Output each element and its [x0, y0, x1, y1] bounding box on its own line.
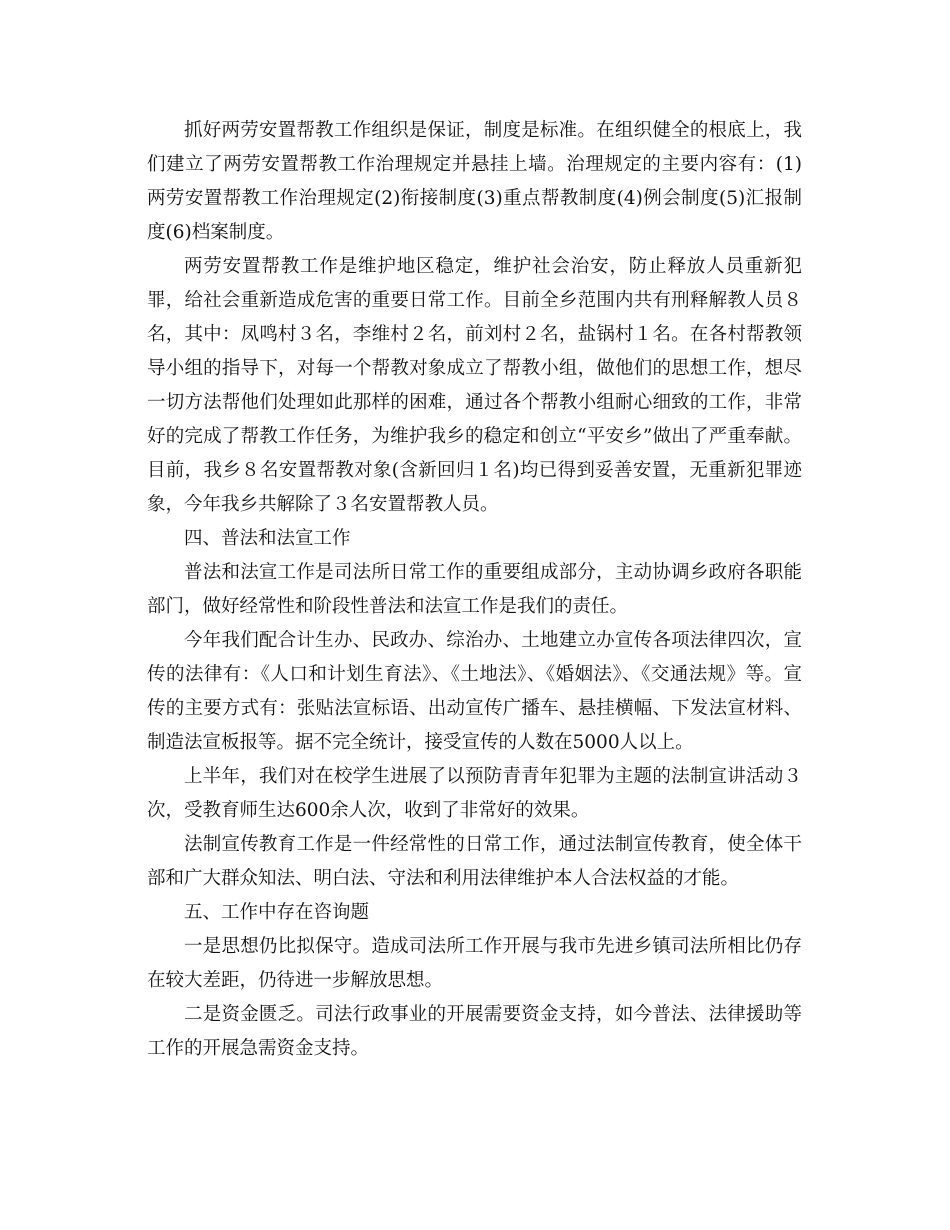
paragraph-problem-thinking: 一是思想仍比拟保守。造成司法所工作开展与我市先进乡镇司法所相比仍存在较大差距，仍待进一步解放思想。	[147, 936, 802, 991]
paragraph-legal-education: 法制宣传教育工作是一件经常性的日常工作，通过法制宣传教育，使全体干部和广大群众知法、明白法、守法和利用法律维护本人合法权益的才能。	[147, 834, 802, 889]
paragraph-organization: 抓好两劳安置帮教工作组织是保证，制度是标准。在组织健全的根底上，我们建立了两劳安置帮教工作治理规定并悬挂上墙。治理规定的主要内容有：(1)两劳安置帮教工作治理规定(2)衔接制度(3)重点帮教制度(4)例会制度(5)汇报制度(6)档案制度。	[147, 120, 802, 243]
paragraph-resettlement: 两劳安置帮教工作是维护地区稳定，维护社会治安，防止释放人员重新犯罪，给社会重新造成危害的重要日常工作。目前全乡范围内共有刑释解教人员８名，其中：凤鸣村３名，李维村２名，前刘村２名，盐锅村１名。在各村帮教领导小组的指导下，对每一个帮教对象成立了帮教小组，做他们的思想工作，想尽一切方法帮他们处理如此那样的困难，通过各个帮教小组耐心细致的工作，非常好的完成了帮教工作任务，为维护我乡的稳定和创立“平安乡”做出了严重奉献。目前，我乡８名安置帮教对象(含新回归１名)均已得到妥善安置，无重新犯罪迹象，今年我乡共解除了３名安置帮教人员。	[147, 256, 802, 515]
paragraph-legal-campaigns: 今年我们配合计生办、民政办、综治办、土地建立办宣传各项法律四次，宣传的法律有：《人口和计划生育法》、《土地法》、《婚姻法》、《交通法规》等。宣传的主要方式有：张贴法宣标语、出动宣传广播车、悬挂横幅、下发法宣材料、制造法宣板报等。据不完全统计，接受宣传的人数在5000人以上。	[147, 630, 802, 753]
section-heading-legal-publicity: 四、普法和法宣工作	[184, 528, 351, 549]
paragraph-legal-publicity-intro: 普法和法宣工作是司法所日常工作的重要组成部分，主动协调乡政府各职能部门，做好经常性和阶段性普法和法宣工作是我们的责任。	[147, 562, 802, 617]
paragraph-student-lectures: 上半年，我们对在校学生进展了以预防青青年犯罪为主题的法制宣讲活动３次，受教育师生达600余人次，收到了非常好的效果。	[147, 766, 802, 821]
section-heading-problems: 五、工作中存在咨询题	[184, 902, 370, 923]
paragraph-problem-funding: 二是资金匮乏。司法行政事业的开展需要资金支持，如今普法、法律援助等工作的开展急需资金支持。	[147, 1004, 802, 1059]
